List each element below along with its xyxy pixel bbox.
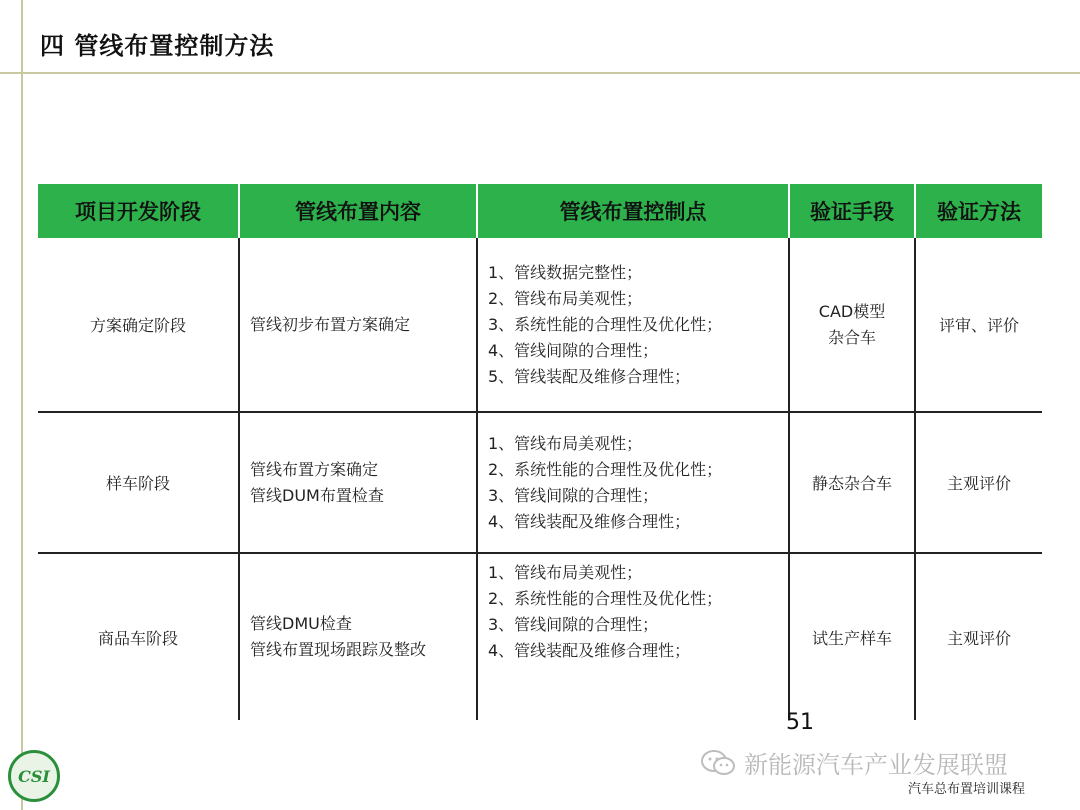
- header-method: 验证方法: [937, 200, 1021, 224]
- header-means: 验证手段: [810, 200, 894, 224]
- table-row-1-points: 1、管线数据完整性； 2、管线布局美观性； 3、系统性能的合理性及优化性； 4、管线间隙的合理性； 5、管线装配及维修合理性；: [488, 262, 723, 386]
- page-number: 51: [786, 710, 814, 735]
- table-row-1-method: 评审、评价: [938, 316, 1019, 335]
- csi-logo: CSI: [8, 750, 60, 802]
- column-divider: [238, 238, 240, 720]
- table-row-1-content: 管线初步布置方案确定: [250, 314, 411, 334]
- header-content: 管线布置内容: [295, 200, 421, 224]
- table-row-1-means: CAD模型 杂合车: [818, 301, 886, 347]
- table-row-1-stage: 方案确定阶段: [89, 316, 186, 335]
- wechat-icon: [700, 749, 736, 777]
- table-row-2-content: 管线布置方案确定 管线DUM布置检查: [250, 459, 384, 505]
- table-header: [38, 184, 1042, 238]
- course-name: 汽车总布置培训课程: [908, 782, 1026, 797]
- watermark-text: 新能源汽车产业发展联盟: [744, 751, 1008, 779]
- table-row-2-stage: 样车阶段: [105, 474, 170, 493]
- control-method-table: [38, 184, 1042, 720]
- column-divider: [476, 238, 478, 720]
- table-row-3-stage: 商品车阶段: [97, 628, 178, 648]
- header-points: 管线布置控制点: [559, 200, 707, 224]
- table-row-2-means: 静态杂合车: [811, 474, 892, 493]
- title-underline: [0, 72, 1080, 74]
- table-row-2-points: 1、管线布局美观性； 2、系统性能的合理性及优化性； 3、管线间隙的合理性； 4、管线装配及维修合理性；: [488, 433, 723, 531]
- page-title: 四 管线布置控制方法: [40, 32, 275, 60]
- table-row-3-points: 1、管线布局美观性； 2、系统性能的合理性及优化性； 3、管线间隙的合理性； 4、管线装配及维修合理性；: [488, 563, 723, 660]
- table-row-2-method: 主观评价: [946, 474, 1011, 493]
- table-row-3-content: 管线DMU检查 管线布置现场跟踪及整改: [250, 614, 427, 659]
- table-row-3-method: 主观评价: [946, 628, 1011, 648]
- left-rule: [21, 0, 23, 810]
- header-stage: 项目开发阶段: [75, 200, 201, 224]
- table-row-3-means: 试生产样车: [811, 628, 892, 648]
- watermark: [700, 745, 1008, 780]
